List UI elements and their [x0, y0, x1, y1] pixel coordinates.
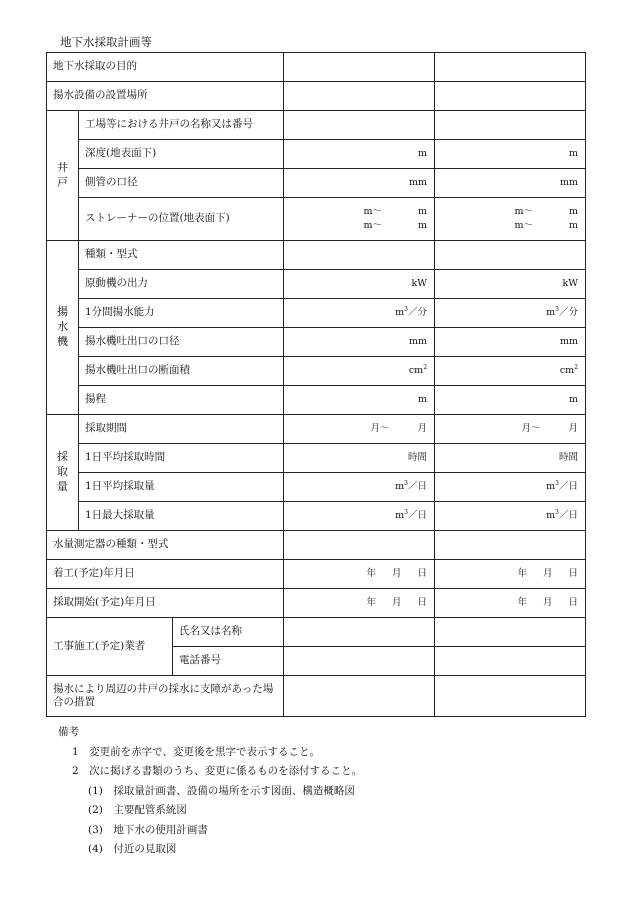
well-name-after-field[interactable]: [435, 111, 586, 140]
table-row: [47, 357, 586, 386]
groundwater-plan-table: [46, 52, 586, 717]
table-row: [47, 676, 586, 717]
well-name-before-field[interactable]: [284, 111, 435, 140]
table-row: [47, 473, 586, 502]
table-row: [47, 111, 586, 140]
pump-group-label: 揚水機: [47, 241, 79, 415]
contractor-label: 工事施工(予定)業者: [47, 618, 173, 676]
strainer-label: ストレーナーの位置(地表面下): [79, 198, 284, 241]
well-group-label: 井戸: [47, 111, 79, 241]
measures-before-field[interactable]: [284, 676, 435, 717]
start-intake-after-field[interactable]: 年 月 日: [435, 589, 586, 618]
casing-after-field[interactable]: mm: [435, 169, 586, 198]
daily-avg-before-field[interactable]: $m^3/$日: [284, 473, 435, 502]
table-row: [47, 140, 586, 169]
daily-hours-label: 1日平均採取時間: [79, 444, 284, 473]
casing-label: 側管の口径: [79, 169, 284, 198]
table-row: [47, 589, 586, 618]
pump-outlet-area-label: 揚水機吐出口の断面積: [79, 357, 284, 386]
start-work-before-field[interactable]: 年 月 日: [284, 560, 435, 589]
motor-output-before-field[interactable]: kW: [284, 270, 435, 299]
daily-max-label: 1日最大採取量: [79, 502, 284, 531]
table-row: [47, 198, 586, 241]
table-row: [47, 531, 586, 560]
notes-heading: 備考: [58, 726, 79, 738]
table-row: [47, 82, 586, 111]
contractor-name-before-field[interactable]: [284, 618, 435, 647]
pump-outlet-dia-before-field[interactable]: mm: [284, 328, 435, 357]
note-subitem: (1) 採取量計画書、設備の場所を示す図面、構造概略図: [88, 784, 355, 797]
well-name-label: 工場等における井戸の名称又は番号: [79, 111, 284, 140]
form-title: 地下水採取計画等: [60, 35, 152, 49]
table-row: [47, 169, 586, 198]
pump-capacity-before-field[interactable]: $m^3/$分: [284, 299, 435, 328]
start-intake-label: 採取開始(予定)年月日: [47, 589, 284, 618]
head-after-field[interactable]: m: [435, 386, 586, 415]
note-item: 2 次に掲げる書類のうち、変更に係るものを添付すること。: [72, 765, 363, 777]
table-row: [47, 618, 586, 647]
meter-label: 水量測定器の種類・型式: [47, 531, 284, 560]
table-row: [47, 502, 586, 531]
strainer-after-field[interactable]: m～ m m～ m: [435, 198, 586, 241]
pump-outlet-dia-after-field[interactable]: mm: [435, 328, 586, 357]
contractor-tel-before-field[interactable]: [284, 647, 435, 676]
table-row: [47, 560, 586, 589]
contractor-tel-label: 電話番号: [173, 647, 284, 676]
table-row: [47, 241, 586, 270]
note-subitem: (2) 主要配管系統図: [88, 804, 187, 816]
intake-group-label: 採取量: [47, 415, 79, 531]
note-subitem: (4) 付近の見取図: [88, 843, 177, 855]
pump-capacity-label: 1分間揚水能力: [79, 299, 284, 328]
note-subitem: (3) 地下水の使用計画書: [88, 823, 208, 836]
contractor-name-label: 氏名又は名称: [173, 618, 284, 647]
table-row: [47, 444, 586, 473]
pump-type-after-field[interactable]: [435, 241, 586, 270]
pump-outlet-area-after-field[interactable]: $cm^2$: [435, 357, 586, 386]
daily-max-after-field[interactable]: $m^3/$日: [435, 502, 586, 531]
table-row: [47, 415, 586, 444]
pump-capacity-after-field[interactable]: $m^3/$分: [435, 299, 586, 328]
daily-avg-label: 1日平均採取量: [79, 473, 284, 502]
start-work-after-field[interactable]: 年 月 日: [435, 560, 586, 589]
head-before-field[interactable]: m: [284, 386, 435, 415]
measures-label: 揚水により周辺の井戸の採水に支障があった場合の措置: [47, 676, 284, 717]
period-after-field[interactable]: 月～ 月: [435, 415, 586, 444]
start-intake-before-field[interactable]: 年 月 日: [284, 589, 435, 618]
depth-before-field[interactable]: m: [284, 140, 435, 169]
table-row: [47, 386, 586, 415]
contractor-tel-after-field[interactable]: [435, 647, 586, 676]
daily-hours-before-field[interactable]: 時間: [284, 444, 435, 473]
meter-before-field[interactable]: [284, 531, 435, 560]
casing-before-field[interactable]: mm: [284, 169, 435, 198]
motor-output-label: 原動機の出力: [79, 270, 284, 299]
table-row: [47, 270, 586, 299]
purpose-label: 地下水採取の目的: [47, 53, 284, 82]
motor-output-after-field[interactable]: kW: [435, 270, 586, 299]
pump-type-before-field[interactable]: [284, 241, 435, 270]
pump-outlet-dia-label: 揚水機吐出口の口径: [79, 328, 284, 357]
table-row: [47, 299, 586, 328]
measures-after-field[interactable]: [435, 676, 586, 717]
location-label: 揚水設備の設置場所: [47, 82, 284, 111]
notes: [58, 723, 362, 860]
strainer-before-field[interactable]: m～ m m～ m: [284, 198, 435, 241]
location-before-field[interactable]: [284, 82, 435, 111]
location-after-field[interactable]: [435, 82, 586, 111]
depth-label: 深度(地表面下): [79, 140, 284, 169]
daily-avg-after-field[interactable]: $m^3/$日: [435, 473, 586, 502]
start-work-label: 着工(予定)年月日: [47, 560, 284, 589]
note-item: 1 変更前を赤字で、変更後を黒字で表示すること。: [72, 745, 320, 758]
daily-max-before-field[interactable]: $m^3/$日: [284, 502, 435, 531]
period-before-field[interactable]: 月～ 月: [284, 415, 435, 444]
contractor-name-after-field[interactable]: [435, 618, 586, 647]
purpose-before-field[interactable]: [284, 53, 435, 82]
table-row: [47, 328, 586, 357]
purpose-after-field[interactable]: [435, 53, 586, 82]
pump-outlet-area-before-field[interactable]: $cm^2$: [284, 357, 435, 386]
depth-after-field[interactable]: m: [435, 140, 586, 169]
pump-type-label: 種類・型式: [79, 241, 284, 270]
table-row: [47, 53, 586, 82]
daily-hours-after-field[interactable]: 時間: [435, 444, 586, 473]
period-label: 採取期間: [79, 415, 284, 444]
head-label: 揚程: [79, 386, 284, 415]
meter-after-field[interactable]: [435, 531, 586, 560]
